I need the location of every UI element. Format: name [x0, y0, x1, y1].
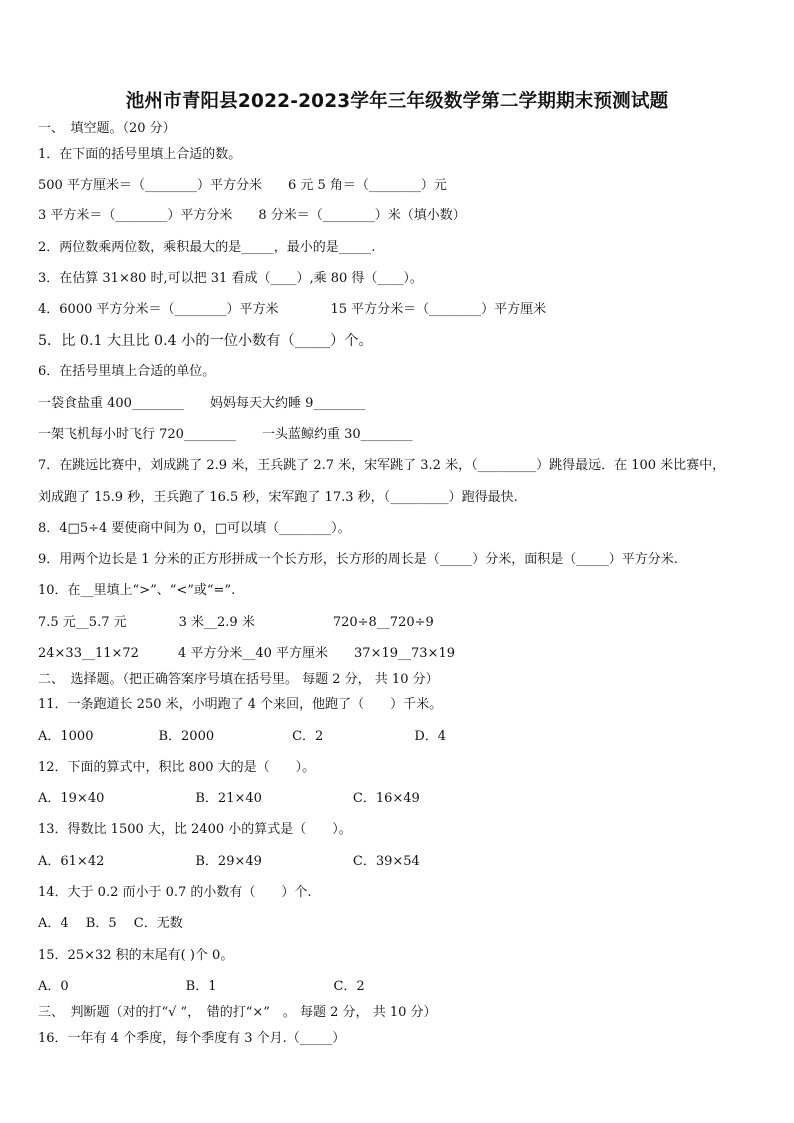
question-11-options: A．1000 B．2000 C．2 D．4 [38, 729, 447, 744]
question-16: 16．一年有 4 个季度，每个季度有 3 个月.（_____） [38, 1031, 346, 1046]
question-11: 11．一条跑道长 250 米，小明跑了 4 个来回，他跑了（ ）千米。 [38, 697, 443, 712]
question-3: 3．在估算 31×80 时,可以把 31 看成（____）,乘 80 得（____）。 [38, 271, 423, 286]
question-6-row-1: 一袋食盐重 400________ 妈妈每天大约睡 9________ [38, 396, 366, 411]
question-5: 5．比 0.1 大且比 0.4 小的一位小数有（_____）个。 [38, 333, 373, 349]
question-9: 9．用两个边长是 1 分米的正方形拼成一个长方形，长方形的周长是（_____）分米，面积是（_____）平方分米. [38, 552, 678, 567]
question-10-row-1: 7.5 元__5.7 元 3 米__2.9 米 720÷8__720÷9 [38, 615, 434, 630]
question-13: 13．得数比 1500 大，比 2400 小的算式是（ ）。 [38, 822, 352, 837]
question-1-row-1: 500 平方厘米＝（________）平方分米 6 元 5 角＝（________）元 [38, 178, 447, 193]
page-title: 池州市青阳县2022-2023学年三年级数学第二学期期末预测试题 [125, 91, 669, 112]
question-1-row-2: 3 平方米＝（________）平方分米 8 分米＝（________）米（填小数） [38, 208, 466, 223]
question-14: 14．大于 0.2 而小于 0.7 的小数有（ ）个. [38, 885, 312, 900]
question-1: 1．在下面的括号里填上合适的数。 [38, 147, 242, 162]
question-12: 12．下面的算式中，积比 800 大的是（ ）。 [38, 760, 316, 775]
question-7-line-1: 7．在跳远比赛中，刘成跳了 2.9 米，王兵跳了 2.7 米，宋军跳了 3.2 米，（_________）跳得最远．在 100 米比赛中， [38, 458, 726, 473]
question-8: 8．4□5÷4 要使商中间为 0，□可以填（________）。 [38, 521, 351, 536]
section-3-heading: 三、 判断题（对的打“√ ”， 错的打“×” 。 每题 2 分， 共 10 分） [38, 1005, 437, 1020]
question-10: 10．在__里填上“>”、“<”或“=”. [38, 583, 236, 598]
question-14-options: A．4 B．5 C．无数 [38, 916, 183, 931]
question-10-row-2: 24×33__11×72 4 平方分米__40 平方厘米 37×19__73×19 [38, 646, 455, 661]
question-15: 15．25×32 积的末尾有( )个 0。 [38, 948, 234, 963]
question-13-options: A．61×42 B．29×49 C．39×54 [38, 854, 420, 869]
question-12-options: A．19×40 B．21×40 C．16×49 [38, 791, 420, 806]
question-2: 2．两位数乘两位数，乘积最大的是_____，最小的是_____. [38, 240, 376, 255]
question-6: 6．在括号里填上合适的单位。 [38, 364, 216, 379]
section-1-heading: 一、 填空题。（20 分） [38, 121, 176, 136]
question-6-row-2: 一架飞机每小时飞行 720________ 一头蓝鲸约重 30________ [38, 427, 413, 442]
section-2-heading: 二、 选择题。（把正确答案序号填在括号里。 每题 2 分， 共 10 分） [38, 672, 439, 687]
question-15-options: A．0 B．1 C．2 [38, 979, 365, 994]
question-4: 4．6000 平方分米＝（________）平方米 15 平方分米＝（________）平方厘米 [38, 302, 547, 317]
question-7-line-2: 刘成跑了 15.9 秒，王兵跑了 16.5 秒，宋军跑了 17.3 秒，（_________）跑得最快. [38, 490, 518, 505]
